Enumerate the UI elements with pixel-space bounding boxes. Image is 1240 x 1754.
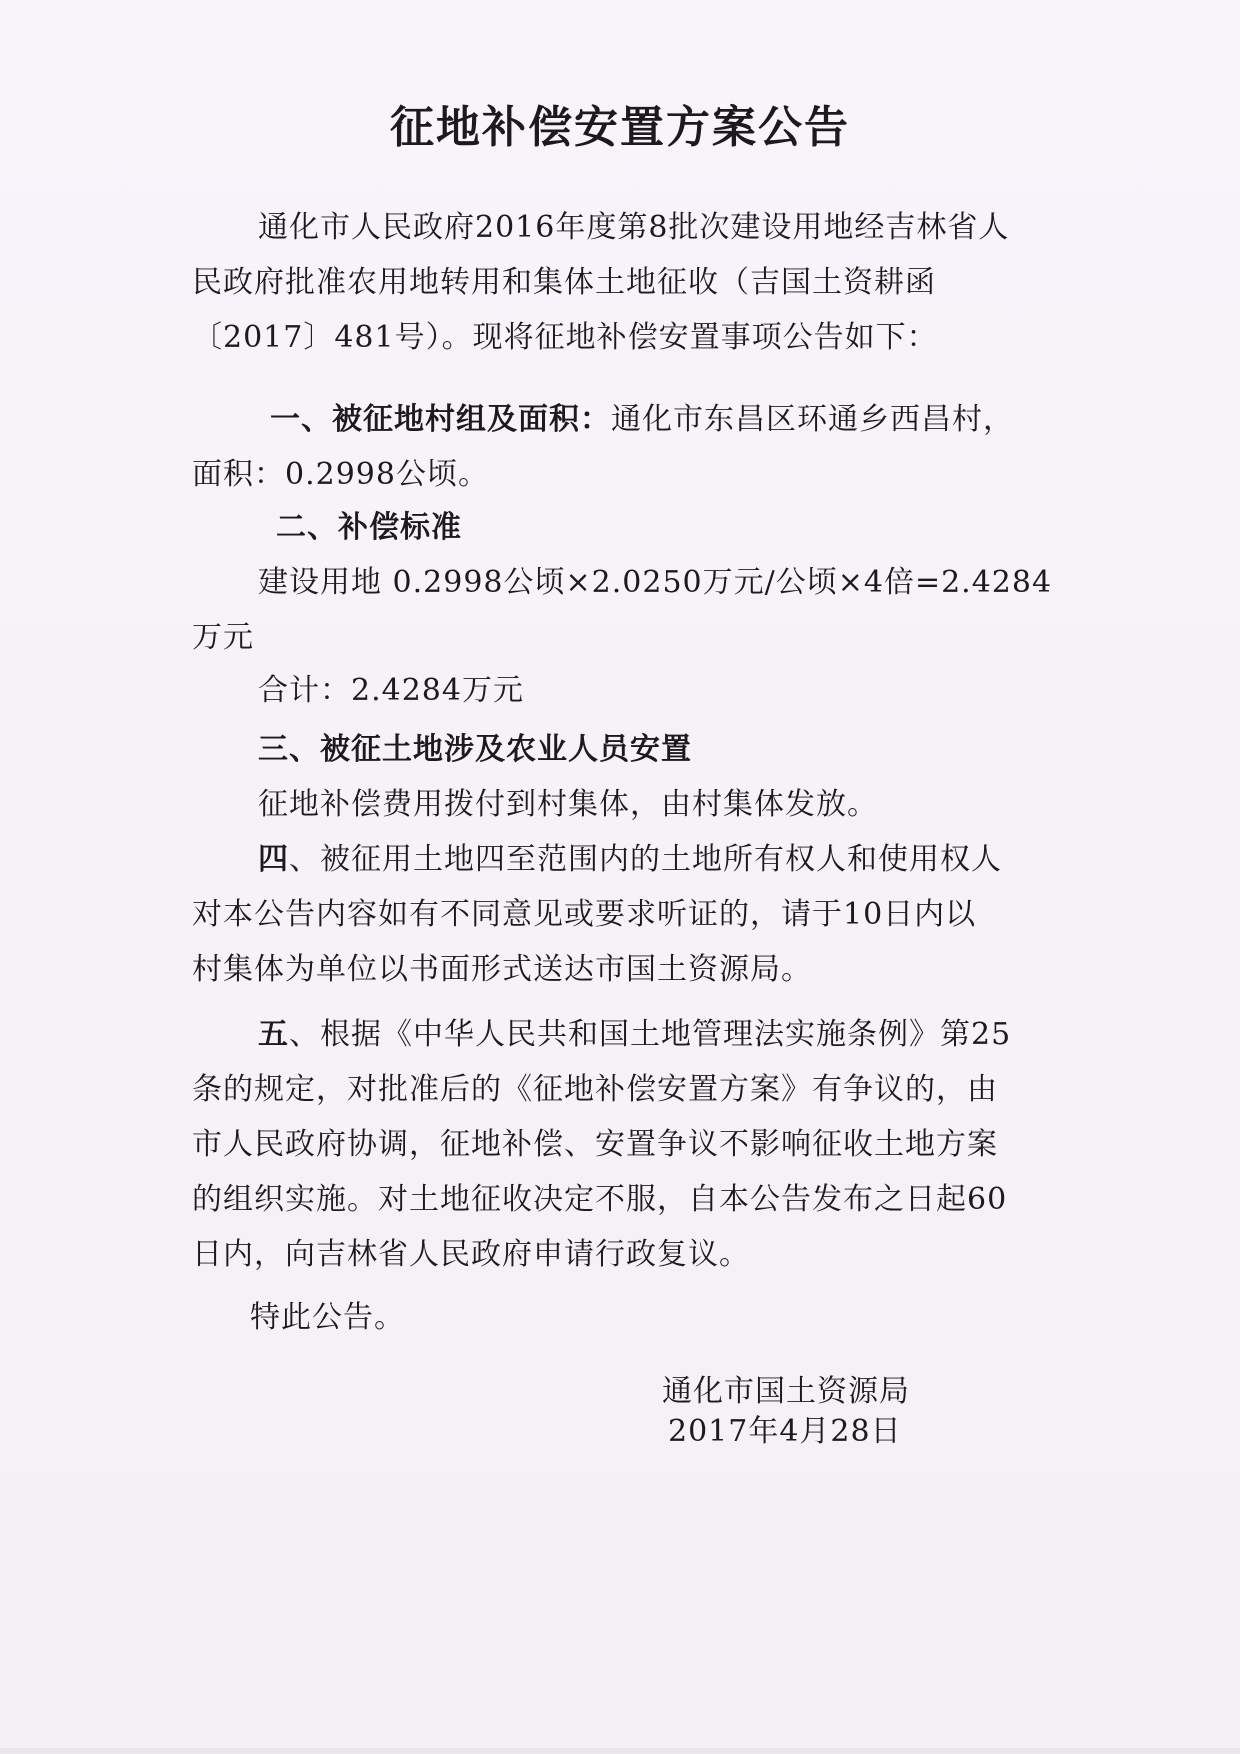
intro-line-2: 民政府批准农用地转用和集体土地征收（吉国土资耕函 — [192, 265, 936, 300]
section-2-total — [192, 663, 1072, 718]
section-3-text: 征地补偿费用拨付到村集体，由村集体发放。 — [258, 787, 878, 822]
section-5-heading: 五 — [258, 1017, 289, 1052]
closing-text: 特此公告。 — [250, 1300, 405, 1335]
section-5 — [192, 1007, 1072, 1282]
section-5-line-4: 的组织实施。对土地征收决定不服，自本公告发布之日起60 — [192, 1182, 1008, 1217]
section-4-text-1: 、被征用土地四至范围内的土地所有权人和使用权人 — [289, 842, 1002, 877]
section-3-heading: 三、被征土地涉及农业人员安置 — [258, 732, 692, 767]
section-5-line-5: 日内，向吉林省人民政府申请行政复议。 — [192, 1237, 750, 1272]
section-5-line-3: 市人民政府协调，征地补偿、安置争议不影响征收土地方案 — [192, 1127, 998, 1162]
section-2 — [192, 500, 1072, 555]
section-4-heading: 四 — [258, 842, 289, 877]
intro-paragraph — [192, 200, 1072, 365]
section-1 — [192, 392, 1072, 502]
section-1-line-2: 面积：0.2998公顷。 — [192, 457, 489, 492]
section-1-text: 通化市东昌区环通乡西昌村， — [611, 402, 1014, 437]
section-5-line-2: 条的规定，对批准后的《征地补偿安置方案》有争议的，由 — [192, 1072, 998, 1107]
section-2-formula-line-2: 万元 — [192, 620, 254, 655]
section-5-line-1 — [192, 1007, 1072, 1062]
signature-org: 通化市国土资源局 — [662, 1374, 910, 1409]
section-1-heading: 一、被征地村组及面积： — [270, 402, 611, 437]
intro-line-1: 通化市人民政府2016年度第8批次建设用地经吉林省人 — [258, 210, 1010, 245]
signature-date: 2017年4月28日 — [668, 1414, 902, 1449]
section-4-line-1 — [192, 832, 1072, 887]
section-5-text-1: 、根据《中华人民共和国土地管理法实施条例》第25 — [289, 1017, 1012, 1052]
section-2-formula-line-1: 建设用地 0.2998公顷×2.0250万元/公顷×4倍=2.4284 — [258, 565, 1053, 600]
page-title: 征地补偿安置方案公告 — [390, 102, 850, 153]
intro-line-3: 〔2017〕481号）。现将征地补偿安置事项公告如下： — [192, 320, 938, 355]
page-bottom-edge — [0, 1748, 1240, 1754]
section-4-line-3: 村集体为单位以书面形式送达市国土资源局。 — [192, 952, 812, 987]
section-4-line-2: 对本公告内容如有不同意见或要求听证的，请于10日内以 — [192, 897, 977, 932]
section-3 — [192, 722, 1072, 832]
section-2-heading: 二、补偿标准 — [276, 510, 462, 545]
section-2-formula — [192, 555, 1072, 665]
closing — [192, 1290, 1072, 1345]
total-line: 合计：2.4284万元 — [258, 673, 524, 708]
section-4 — [192, 832, 1072, 997]
section-1-line-1 — [192, 392, 1072, 447]
